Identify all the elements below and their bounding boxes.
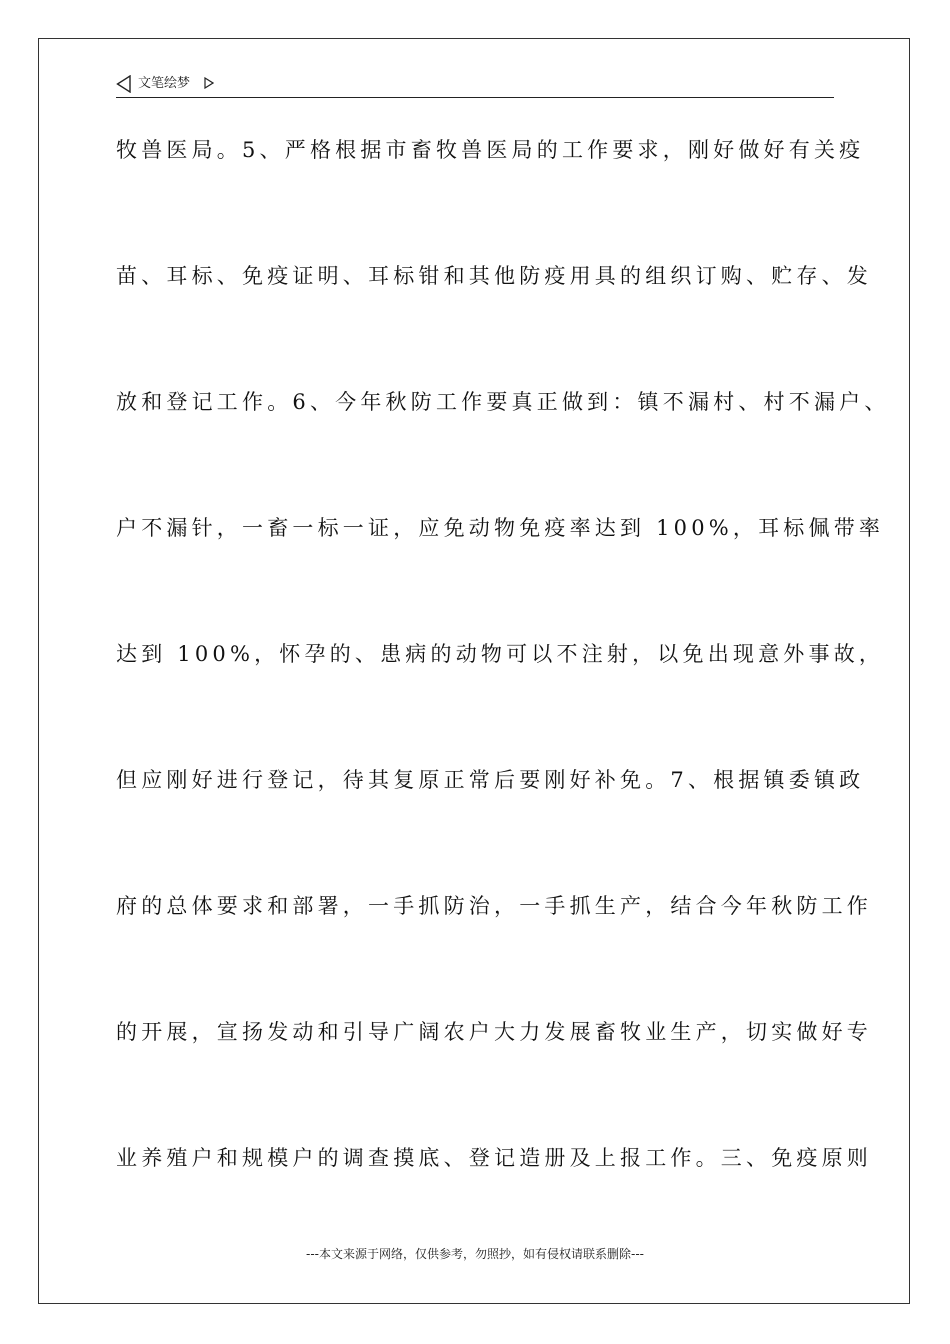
body-line-3: 放和登记工作。6、今年秋防工作要真正做到：镇不漏村、村不漏户、: [116, 390, 890, 414]
document-body: [116, 120, 890, 1254]
body-line-4: 户不漏针，一畜一标一证，应免动物免疫率达到 100%，耳标佩带率: [116, 516, 885, 540]
body-line-6: 但应刚好进行登记，待其复原正常后要刚好补免。7、根据镇委镇政: [116, 768, 865, 792]
body-line-7: 府的总体要求和部署，一手抓防治，一手抓生产，结合今年秋防工作: [116, 894, 872, 918]
body-line-5: 达到 100%，怀孕的、患病的动物可以不注射，以免出现意外事故，: [116, 642, 885, 666]
page-header: [116, 72, 834, 98]
body-line-8: 的开展，宣扬发动和引导广阔农户大力发展畜牧业生产，切实做好专: [116, 1020, 872, 1044]
footer-disclaimer: ---本文来源于网络，仅供参考，勿照抄，如有侵权请联系删除---: [306, 1247, 644, 1261]
header-title: 文笔绘梦: [138, 76, 191, 91]
body-line-2: 苗、耳标、免疫证明、耳标钳和其他防疫用具的组织订购、贮存、发: [116, 264, 872, 288]
body-line-1: 牧兽医局。5、严格根据市畜牧兽医局的工作要求，刚好做好有关疫: [116, 138, 865, 162]
body-line-9: 业养殖户和规模户的调查摸底、登记造册及上报工作。三、免疫原则: [116, 1146, 872, 1170]
triangle-right-outline-icon: [204, 77, 214, 89]
triangle-left-outline-icon: [116, 75, 132, 93]
